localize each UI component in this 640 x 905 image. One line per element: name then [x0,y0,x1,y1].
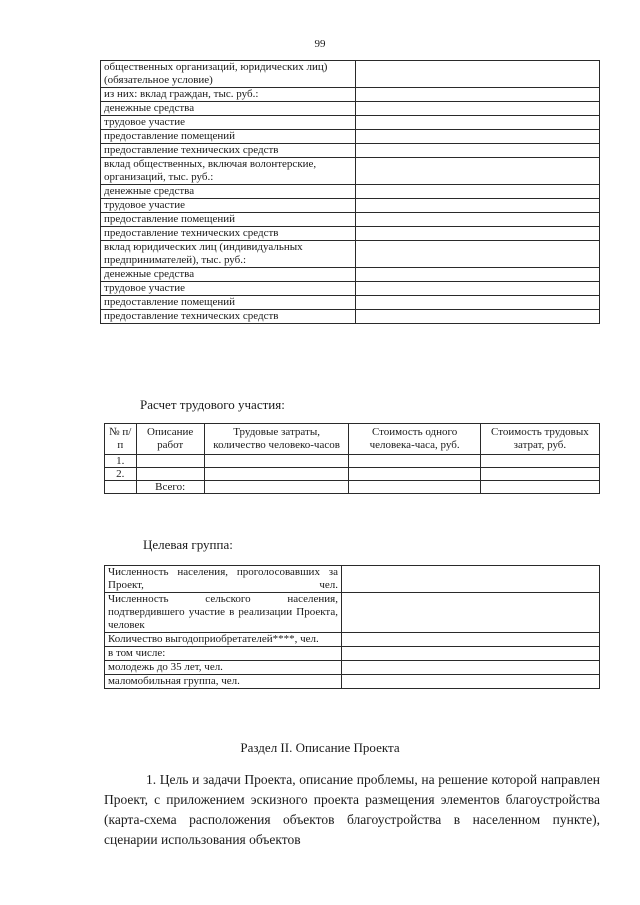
table-cell-label: вклад общественных, включая волонтерские, организаций, тыс. руб.: [101,158,356,185]
table-cell-label: трудовое участие [101,116,356,130]
table-cell [349,455,480,468]
header-work-description: Описание работ [136,424,204,455]
table-cell-value [356,88,600,102]
table-cell [480,481,599,494]
header-hour-cost: Стоимость одного человека-часа, руб. [349,424,480,455]
table-cell [349,468,480,481]
target-heading: Целевая группа: [143,537,233,552]
table-cell-label: денежные средства [101,102,356,116]
table-cell-value [342,566,600,593]
table-cell-label: Количество выгодоприобретателей****, чел. [105,633,342,647]
table-cell-value [356,158,600,185]
table-cell-value [342,647,600,661]
table-cell-label: предоставление помещений [101,130,356,144]
table-cell [480,468,599,481]
table-cell-value [356,213,600,227]
table-cell-label: предоставление технических средств [101,310,356,324]
table-cell-label: трудовое участие [101,282,356,296]
table-cell-value [342,675,600,689]
table-cell-value [356,199,600,213]
table-cell-value [356,185,600,199]
table-cell-label: в том числе: [105,647,342,661]
table-cell-value [356,282,600,296]
table-cell-label: Численность сельского населения, подтвердившего участие в реализации Проекта, человек [105,593,342,633]
labor-table [104,423,600,494]
table-cell-value [356,241,600,268]
section-title: Раздел II. Описание Проекта [240,740,400,755]
table-cell-label: из них: вклад граждан, тыс. руб.: [101,88,356,102]
table-cell-value [356,227,600,241]
table-cell-value [342,633,600,647]
table-cell-label: предоставление технических средств [101,144,356,158]
total-label: Всего: [136,481,204,494]
row-number: 2. [105,468,137,481]
header-labor-hours: Трудовые затраты, количество человеко-часов [204,424,349,455]
table-cell-label: денежные средства [101,268,356,282]
target-group-table [104,565,600,689]
body-paragraph: 1. Цель и задачи Проекта, описание проблемы, на решение которой направлен Проект, с приложением эскизного проекта размещения элементов благоустройства (карта-схема расположения объектов благоустройства в населенном пункте), сценарии использования объектов [104,772,600,847]
table-cell-value [356,310,600,324]
row-number: 1. [105,455,137,468]
table-cell-label: молодежь до 35 лет, чел. [105,661,342,675]
table-cell-label: предоставление помещений [101,296,356,310]
table-cell [204,468,349,481]
table-cell-label: Численность населения, проголосовавших за Проект, чел. [105,566,342,593]
table-cell [136,468,204,481]
table-cell-value [342,661,600,675]
table-cell-value [356,116,600,130]
table-cell [480,455,599,468]
contributions-table [100,60,600,324]
table-cell [105,481,137,494]
table-cell-value [356,144,600,158]
table-cell-label: денежные средства [101,185,356,199]
table-cell-label: общественных организаций, юридических лиц) (обязательное условие) [101,61,356,88]
header-number: № п/п [105,424,137,455]
table-cell-label: трудовое участие [101,199,356,213]
table-cell-value [356,268,600,282]
table-cell-value [342,593,600,633]
table-cell-value [356,61,600,88]
page-number: 99 [314,38,326,50]
labor-heading: Расчет трудового участия: [140,397,285,412]
table-cell-label: вклад юридических лиц (индивидуальных предпринимателей), тыс. руб.: [101,241,356,268]
table-cell [349,481,480,494]
table-cell [204,481,349,494]
table-cell-label: предоставление помещений [101,213,356,227]
table-cell [136,455,204,468]
table-cell-value [356,102,600,116]
table-cell-label: маломобильная группа, чел. [105,675,342,689]
table-cell-value [356,130,600,144]
header-labor-cost: Стоимость трудовых затрат, руб. [480,424,599,455]
table-cell [204,455,349,468]
table-cell-value [356,296,600,310]
table-cell-label: предоставление технических средств [101,227,356,241]
